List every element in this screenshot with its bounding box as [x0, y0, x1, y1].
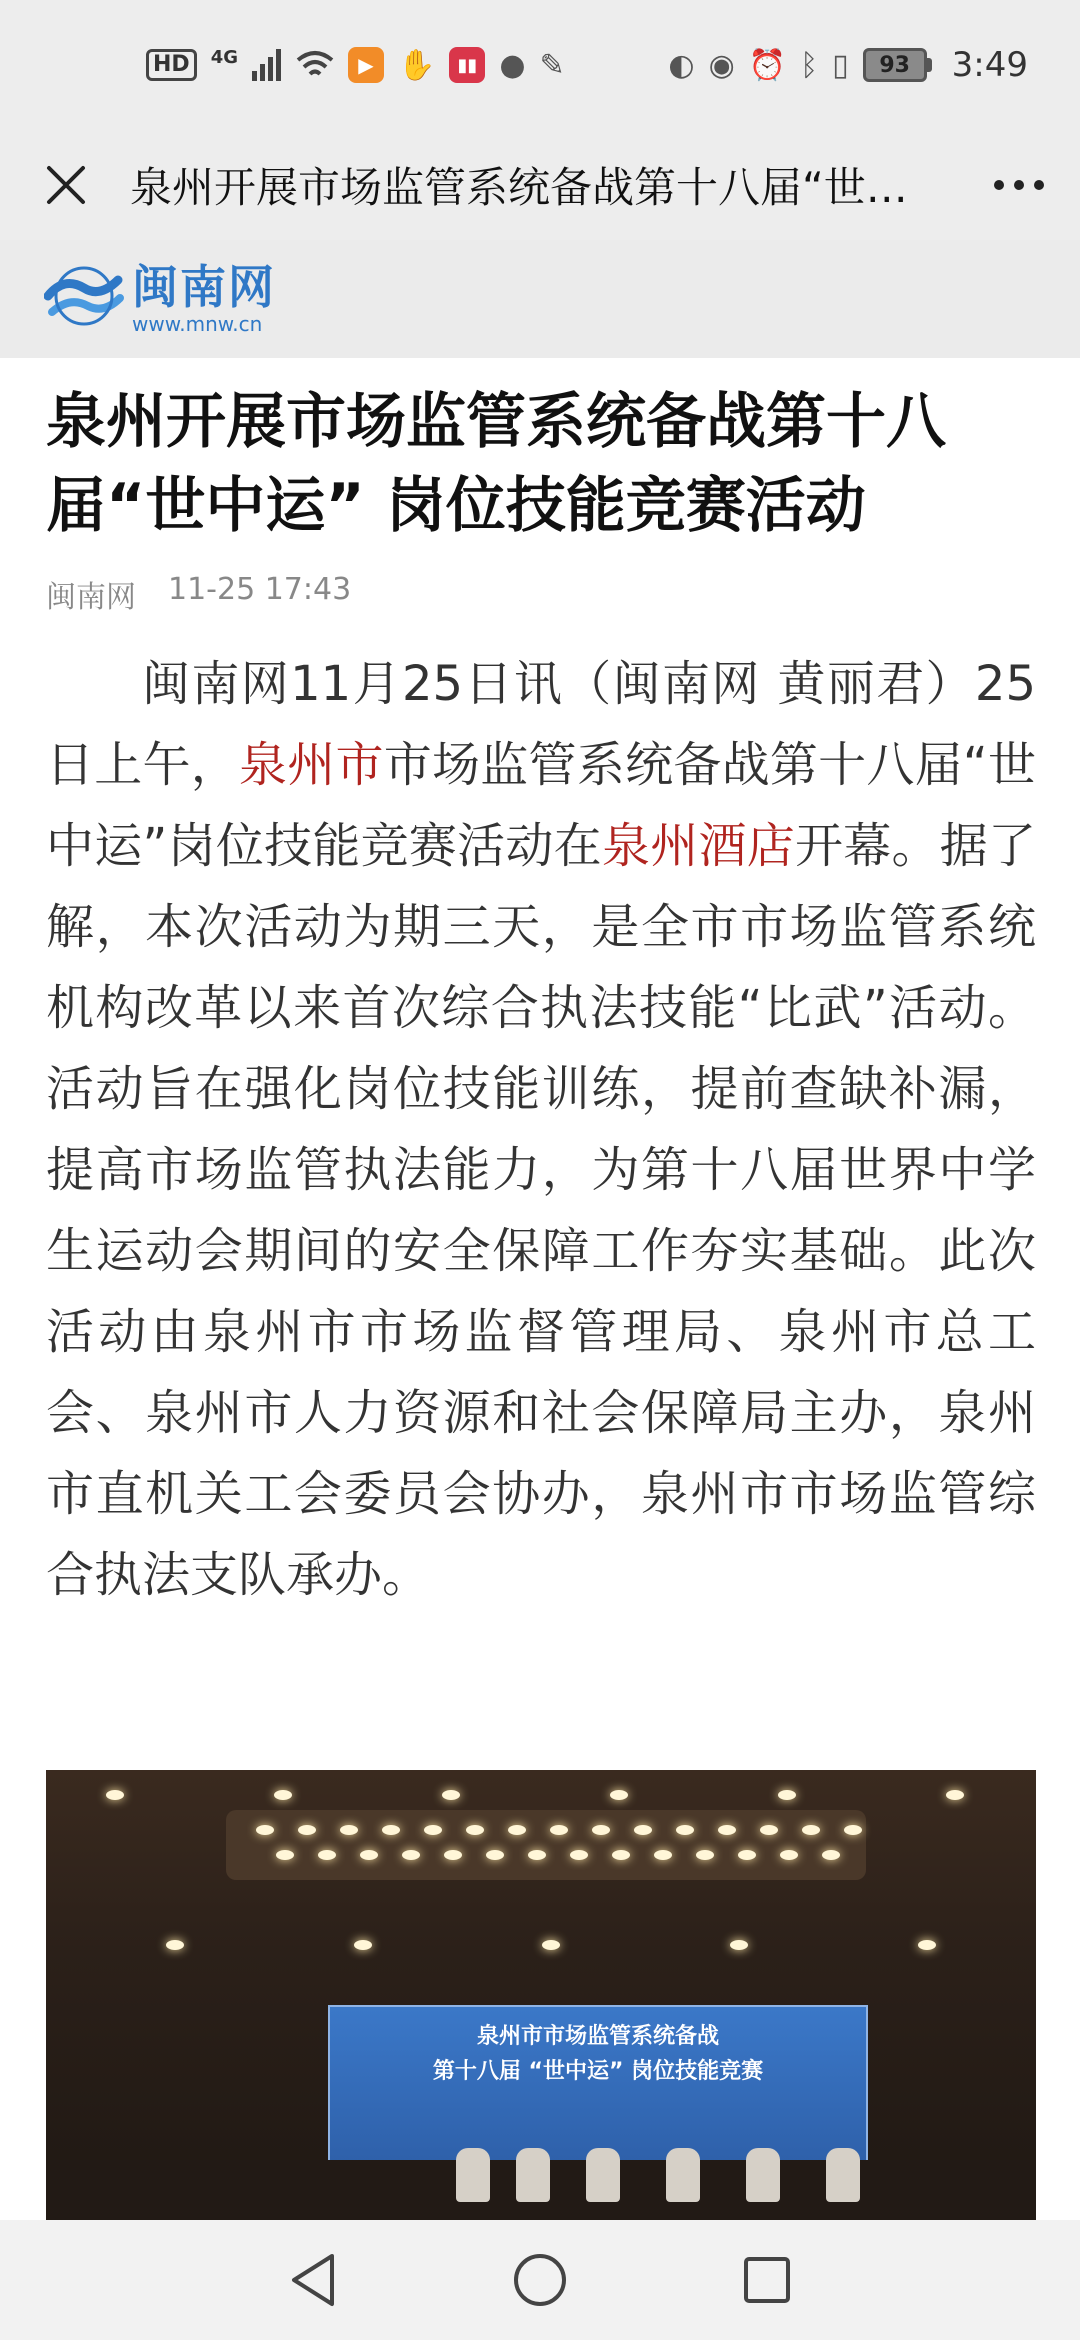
- signal-icon: [252, 45, 282, 85]
- article-time: 11-25 17:43: [168, 572, 352, 607]
- recents-icon: [742, 2255, 792, 2305]
- more-icon: [994, 180, 1004, 190]
- chat-icon: ●: [499, 47, 526, 83]
- hd-icon: HD: [146, 49, 197, 81]
- site-banner: [0, 240, 1080, 358]
- body-text-2: 市场监管系统备战第十八届“世中运”岗位技能竞赛活动在: [46, 737, 1036, 874]
- book-app-icon: ▮▮: [449, 47, 485, 83]
- bluetooth-icon: ᛒ: [800, 47, 819, 83]
- logo-url: www.mnw.cn: [132, 312, 263, 336]
- mnw-logo-icon: [44, 266, 124, 332]
- status-bar-right: [668, 45, 1028, 85]
- home-button[interactable]: [495, 2235, 585, 2325]
- link-quanzhou-city[interactable]: 泉州市: [239, 737, 384, 793]
- title-bar: [0, 130, 1080, 240]
- system-nav-bar: [0, 2220, 1080, 2340]
- site-logo[interactable]: [44, 260, 276, 336]
- article-source: 闽南网: [46, 580, 136, 615]
- screen-text-1: 泉州市市场监管系统备战: [476, 2024, 719, 2049]
- screen-text-2: 第十八届 “世中运” 岗位技能竞赛: [432, 2059, 764, 2084]
- article-headline: 泉州开展市场监管系统备战第十八届“世中运” 岗位技能竞赛活动: [46, 387, 946, 541]
- more-options-button[interactable]: [974, 155, 1044, 215]
- status-bar-left: [146, 45, 565, 85]
- logo-name: 闽南网: [132, 260, 276, 314]
- link-quanzhou-hotel[interactable]: 泉州酒店: [601, 818, 795, 874]
- article-body: [46, 644, 1036, 1616]
- article: [46, 380, 1036, 1616]
- photo-ceiling: [226, 1810, 866, 1880]
- status-bar: [0, 0, 1080, 130]
- video-app-icon: ▶: [348, 47, 384, 83]
- back-icon: [288, 2252, 338, 2308]
- battery-level: 93: [863, 48, 927, 82]
- body-text-1: 闽南网11月25日讯（闽南网 黄丽君）25日上午，: [46, 656, 1036, 793]
- back-button[interactable]: [268, 2235, 358, 2325]
- vibrate-icon: ▯: [832, 47, 849, 83]
- alarm-icon: ⏰: [748, 47, 787, 83]
- article-meta: [46, 572, 1036, 616]
- wifi-icon: [296, 45, 334, 85]
- nfc-icon: ◐: [668, 47, 695, 83]
- recents-button[interactable]: [722, 2235, 812, 2325]
- close-button[interactable]: [36, 155, 96, 215]
- network-type: 4G: [210, 46, 238, 68]
- body-text-3: 开幕。据了解，本次活动为期三天，是全市市场监管系统机构改革以来首次综合执法技能“比武”活动。活动旨在强化岗位技能训练，提前查缺补漏，提高市场监管执法能力，为第十八届世界中学生运动会期间的安全保障工作夯实基础。此次活动由泉州市市场监督管理局、泉州市总工会、泉州市人力资源和社会保障局主办，泉州市直机关工会委员会协办，泉州市市场监管综合执法支队承办。: [46, 818, 1036, 1603]
- zhi-icon: ✎: [539, 47, 565, 83]
- battery-icon: [863, 48, 932, 82]
- photo-lights: [256, 1825, 862, 1835]
- clock: 3:49: [951, 45, 1028, 85]
- home-icon: [512, 2252, 568, 2308]
- close-icon: [45, 164, 87, 206]
- eye-icon: ◉: [708, 47, 735, 83]
- hand-icon: ✋: [398, 47, 436, 83]
- article-photo[interactable]: [46, 1770, 1036, 2220]
- page-title: 泉州开展市场监管系统备战第十八届“世…: [130, 163, 908, 212]
